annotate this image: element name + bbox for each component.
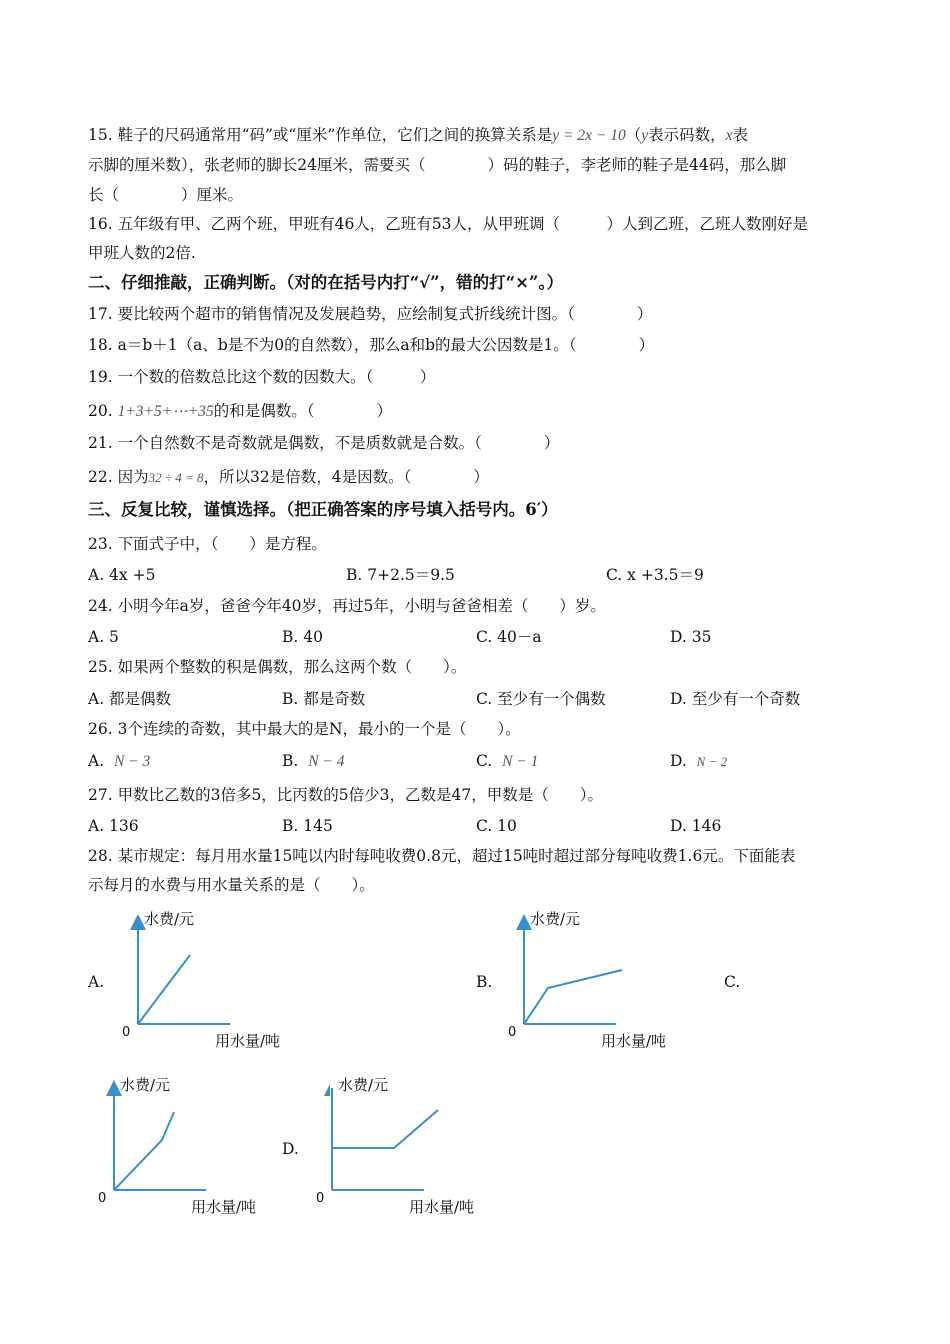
q24-option-a: A. 5	[88, 628, 119, 646]
q27-option-a: A. 136	[88, 817, 139, 835]
q26-c-label: C.	[476, 752, 493, 770]
q15-line1	[88, 124, 748, 147]
q26-b-label: B.	[282, 752, 299, 770]
q26-option-a	[88, 750, 150, 773]
q15-text: 15. 鞋子的尺码通常用“码”或“厘米”作单位，它们之间的换算关系是	[88, 126, 553, 144]
q23-option-a: A. 4x +5	[88, 566, 156, 584]
q26-option-c	[476, 750, 538, 773]
q16-line2: 甲班人数的2倍.	[88, 244, 196, 262]
origin-label: 0	[508, 1025, 517, 1040]
q26-option-b	[282, 750, 345, 773]
section3-title: 三、反复比较，谨慎选择。（把正确答案的序号填入括号内。6′）	[88, 500, 558, 519]
origin-label: 0	[316, 1191, 325, 1206]
q25-option-b: B. 都是奇数	[282, 690, 366, 708]
q26-a-math: N − 3	[113, 753, 151, 770]
q28-graph-a	[110, 900, 310, 1055]
q19: 19. 一个数的倍数总比这个数的因数大。（ ）	[88, 368, 436, 386]
q20	[88, 400, 392, 423]
graph-line	[114, 1112, 174, 1190]
q23-stem: 23. 下面式子中，（ ）是方程。	[88, 535, 327, 553]
y-axis-label: 水费/元	[530, 910, 581, 928]
q15-x-var: x	[725, 127, 733, 144]
q28-graph-c	[86, 1066, 286, 1221]
q21: 21. 一个自然数不是奇数就是偶数，不是质数就是合数。（ ）	[88, 434, 560, 452]
q22-formula: 32 ÷ 4 = 8	[148, 470, 204, 485]
q15-text2: 表示码数，	[648, 126, 726, 144]
q15-paren: （	[625, 126, 642, 144]
q15-y-var: y	[641, 127, 649, 144]
q20-num: 20.	[88, 402, 113, 420]
q22	[88, 466, 489, 489]
graph-line	[524, 970, 622, 1024]
y-axis-label: 水费/元	[120, 1076, 171, 1094]
x-axis-label: 用水量/吨	[215, 1032, 281, 1050]
q26-d-math: N − 2	[696, 754, 728, 769]
graph-line	[332, 1110, 438, 1148]
q28-label-d: D.	[282, 1140, 299, 1158]
q24-option-c: C. 40－a	[476, 628, 542, 646]
x-axis-label: 用水量/吨	[601, 1032, 667, 1050]
q15-line2: 示脚的厘米数），张老师的脚长24厘米，需要买（ ）码的鞋子，李老师的鞋子是44码，那么脚	[88, 156, 787, 174]
q15-text3: 表	[732, 126, 749, 144]
q25-stem: 25. 如果两个整数的积是偶数，那么这两个数（ ）。	[88, 658, 467, 676]
q24-option-d: D. 35	[670, 628, 712, 646]
q27-stem: 27. 甲数比乙数的3倍多5，比丙数的5倍少3，乙数是47，甲数是（ ）。	[88, 786, 603, 804]
q25-option-c: C. 至少有一个偶数	[476, 690, 606, 708]
q20-text: 的和是偶数。（ ）	[213, 402, 392, 420]
x-axis-label: 用水量/吨	[409, 1198, 475, 1216]
graph-line	[138, 955, 190, 1024]
origin-label: 0	[98, 1191, 107, 1206]
q28-label-b: B.	[476, 973, 493, 991]
y-axis-label: 水费/元	[144, 910, 195, 928]
q17: 17. 要比较两个超市的销售情况及发展趋势，应绘制复式折线统计图。（ ）	[88, 305, 653, 323]
section2-title: 二、仔细推敲，正确判断。（对的在括号内打“√”，错的打“×”。）	[88, 273, 564, 292]
q26-b-math: N − 4	[308, 753, 345, 770]
q23-option-c: C. x +3.5＝9	[606, 566, 704, 584]
q27-option-b: B. 145	[282, 817, 333, 835]
q20-formula: 1+3+5+⋯+35	[117, 403, 214, 420]
q15-line3: 长（ ）厘米。	[88, 186, 244, 204]
q24-stem: 24. 小明今年a岁，爸爸今年40岁，再过5年，小明与爸爸相差（ ）岁。	[88, 597, 606, 615]
q26-d-label: D.	[670, 752, 687, 770]
q27-option-d: D. 146	[670, 817, 722, 835]
q25-option-a: A. 都是偶数	[88, 690, 172, 708]
q28-line2: 示每月的水费与用水量关系的是（ ）。	[88, 876, 375, 894]
q28-graph-d	[304, 1066, 504, 1221]
origin-label: 0	[122, 1025, 131, 1040]
q24-option-b: B. 40	[282, 628, 323, 646]
q22-num: 22. 因为	[88, 468, 149, 486]
q15-formula: y = 2x − 10	[552, 127, 626, 144]
q26-option-d	[670, 750, 727, 773]
x-axis-label: 用水量/吨	[191, 1198, 257, 1216]
q26-c-math: N − 1	[502, 753, 539, 770]
q28-label-a: A.	[88, 973, 105, 991]
q28-label-c: C.	[724, 973, 741, 991]
q23-option-b: B. 7+2.5＝9.5	[346, 566, 455, 584]
q28-graph-b	[496, 900, 696, 1055]
q28-line1: 28. 某市规定：每月用水量15吨以内时每吨收费0.8元，超过15吨时超过部分每吨收费1.6元。下面能表	[88, 847, 796, 865]
q25-option-d: D. 至少有一个奇数	[670, 690, 801, 708]
q27-option-c: C. 10	[476, 817, 517, 835]
q26-stem: 26. 3个连续的奇数，其中最大的是N，最小的一个是（ ）。	[88, 720, 521, 738]
q16-line1: 16. 五年级有甲、乙两个班，甲班有46人，乙班有53人，从甲班调（ ）人到乙班，乙班人数刚好是	[88, 215, 809, 233]
y-axis-label: 水费/元	[338, 1076, 389, 1094]
q26-a-label: A.	[88, 752, 105, 770]
q22-text: ，所以32是倍数，4是因数。（ ）	[203, 468, 489, 486]
q18: 18. a＝b＋1（a、b是不为0的自然数），那么a和b的最大公因数是1。（ ）	[88, 336, 655, 354]
